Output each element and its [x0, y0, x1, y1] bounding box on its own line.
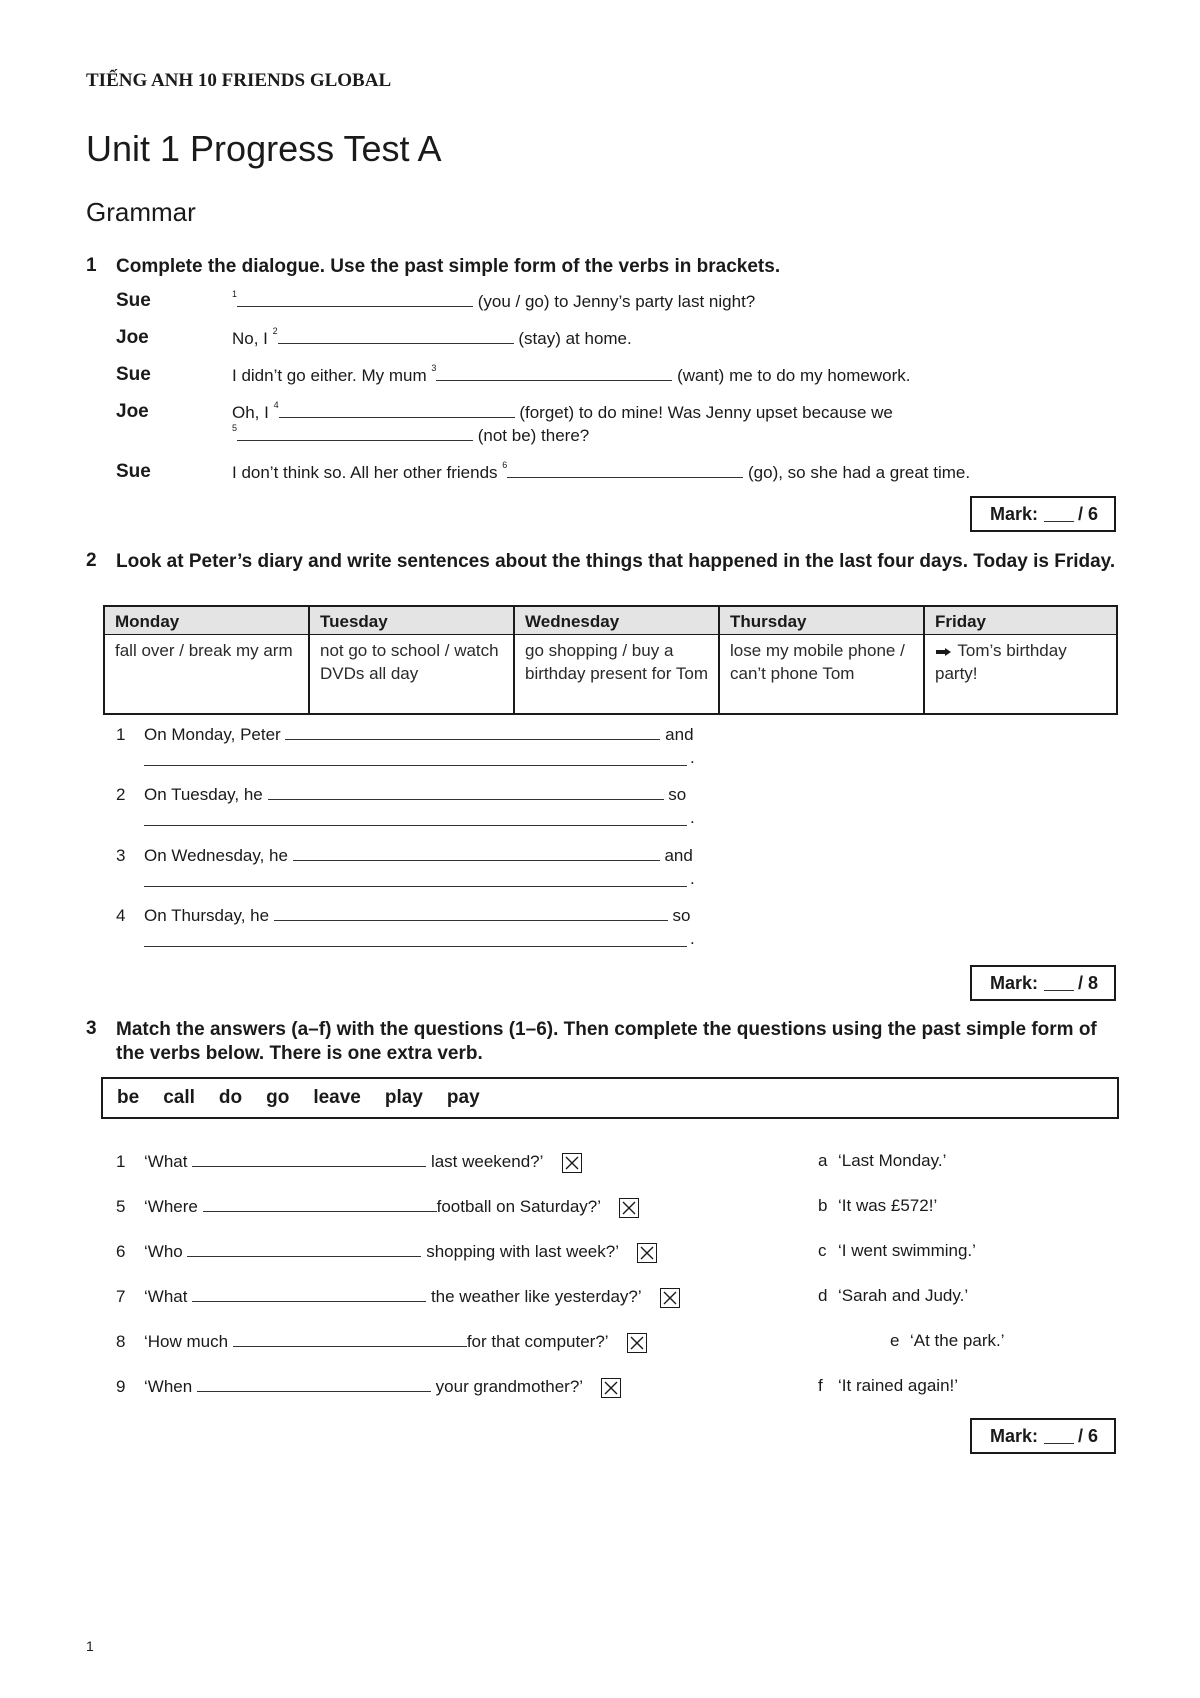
dialogue-line: Oh, I $^4$ (forget) to do mine! Was Jenny upset because we: [232, 400, 893, 422]
speaker-label: Joe: [116, 327, 149, 348]
pointing-hand-icon: [935, 641, 953, 660]
answer-blank[interactable]: [278, 328, 514, 344]
exercise-1-instruction: Complete the dialogue. Use the past simple form of the verbs in brackets.: [116, 256, 781, 277]
sentence-item: 1 On Monday, Peter and: [116, 725, 694, 744]
question-item: 9 ‘When your grandmother?’: [116, 1376, 621, 1398]
question-item: 8 ‘How much for that computer?’: [116, 1331, 647, 1353]
sentence-period: .: [690, 869, 695, 888]
diary-day-header: Monday: [104, 606, 309, 635]
answer-checkbox[interactable]: [562, 1153, 582, 1173]
answer-option: f ‘It rained again!’: [818, 1376, 959, 1395]
mark-blank[interactable]: [1044, 1429, 1074, 1444]
diary-day-header: Friday: [924, 606, 1117, 635]
verb-item: be: [117, 1087, 140, 1108]
exercise-3-instruction: Match the answers (a–f) with the questions (1–6). Then complete the questions using the past simple form of the verbs below. There is one extra verb.: [116, 1019, 1097, 1064]
diary-entry: go shopping / buy a birthday present for Tom: [514, 635, 719, 715]
sentence-period: .: [690, 808, 695, 827]
verb-item: leave: [313, 1087, 361, 1108]
answer-blank[interactable]: [192, 1151, 426, 1167]
diary-day-header: Tuesday: [309, 606, 514, 635]
answer-checkbox[interactable]: [637, 1243, 657, 1263]
answer-option: d ‘Sarah and Judy.’: [818, 1286, 969, 1305]
exercise-1-number: 1: [86, 255, 97, 276]
sentence-item: 2 On Tuesday, he so: [116, 785, 687, 804]
diary-day-header: Thursday: [719, 606, 924, 635]
exercise-3-number: 3: [86, 1018, 97, 1039]
verb-item: play: [384, 1087, 423, 1108]
section-title: Grammar: [86, 197, 196, 227]
answer-blank[interactable]: [192, 1286, 426, 1302]
question-item: 6 ‘Who shopping with last week?’: [116, 1241, 657, 1263]
mark-blank[interactable]: [1044, 976, 1074, 991]
verb-item: go: [266, 1087, 290, 1108]
answer-option: a ‘Last Monday.’: [818, 1151, 947, 1170]
verb-box: [101, 1077, 1119, 1119]
sentence-period: .: [690, 929, 695, 948]
answer-blank[interactable]: [197, 1376, 431, 1392]
answer-blank[interactable]: [237, 291, 473, 307]
answer-option: c ‘I went swimming.’: [818, 1241, 976, 1260]
question-item: 7 ‘What the weather like yesterday?’: [116, 1286, 680, 1308]
diary-day-header: Wednesday: [514, 606, 719, 635]
answer-blank[interactable]: [293, 845, 660, 861]
diary-entry: fall over / break my arm: [104, 635, 309, 715]
dialogue-line: I didn’t go either. My mum $^3$ (want) me to do my homework.: [232, 363, 911, 385]
continuation-line[interactable]: [144, 946, 687, 947]
answer-blank[interactable]: [233, 1331, 467, 1347]
page-number: 1: [86, 1638, 94, 1654]
speaker-label: Sue: [116, 364, 151, 385]
continuation-line[interactable]: [144, 825, 687, 826]
answer-checkbox[interactable]: [627, 1333, 647, 1353]
answer-blank[interactable]: [274, 905, 668, 921]
diary-entry: not go to school / watch DVDs all day: [309, 635, 514, 715]
dialogue-line: No, I $^2$ (stay) at home.: [232, 326, 632, 348]
answer-blank[interactable]: [187, 1241, 421, 1257]
answer-blank[interactable]: [268, 784, 664, 800]
dialogue-line: $^5$ (not be) there?: [232, 423, 590, 445]
speaker-label: Joe: [116, 401, 149, 422]
page-title: Unit 1 Progress Test A: [86, 128, 442, 169]
answer-option: e ‘At the park.’: [890, 1331, 1005, 1350]
answer-blank[interactable]: [237, 425, 473, 441]
sentence-period: .: [690, 748, 695, 767]
answer-blank[interactable]: [279, 402, 515, 418]
sentence-item: 4 On Thursday, he so: [116, 906, 691, 925]
verb-item: call: [163, 1087, 195, 1108]
answer-checkbox[interactable]: [601, 1378, 621, 1398]
answer-blank[interactable]: [203, 1196, 437, 1212]
mark-box: Mark: / 6: [970, 496, 1116, 532]
mark-blank[interactable]: [1044, 507, 1074, 522]
sentence-item: 3 On Wednesday, he and: [116, 846, 693, 865]
answer-option: b ‘It was £572!’: [818, 1196, 938, 1215]
continuation-line[interactable]: [144, 765, 687, 766]
answer-blank[interactable]: [507, 462, 743, 478]
diary-entry: lose my mobile phone / can’t phone Tom: [719, 635, 924, 715]
speaker-label: Sue: [116, 290, 151, 311]
diary-table: [103, 605, 1118, 715]
dialogue-line: $^1$ (you / go) to Jenny’s party last night?: [232, 289, 756, 311]
answer-blank[interactable]: [436, 365, 672, 381]
book-title: TIẾNG ANH 10 FRIENDS GLOBAL: [86, 70, 392, 91]
dialogue-line: I don’t think so. All her other friends $^6$ (go), so she had a great time.: [232, 460, 971, 482]
continuation-line[interactable]: [144, 886, 687, 887]
question-item: 1 ‘What last weekend?’: [116, 1151, 582, 1173]
mark-box: Mark: / 8: [970, 965, 1116, 1001]
answer-checkbox[interactable]: [660, 1288, 680, 1308]
diary-entry-friday: Tom’s birthday party!: [924, 635, 1117, 715]
mark-box: Mark: / 6: [970, 1418, 1116, 1454]
question-item: 5 ‘Where football on Saturday?’: [116, 1196, 639, 1218]
exercise-2-number: 2: [86, 550, 97, 571]
verb-item: do: [218, 1087, 243, 1108]
exercise-2-instruction: Look at Peter’s diary and write sentences about the things that happened in the last four days. Today is Friday.: [116, 551, 1116, 572]
verb-item: pay: [446, 1087, 480, 1108]
answer-checkbox[interactable]: [619, 1198, 639, 1218]
answer-blank[interactable]: [285, 724, 660, 740]
speaker-label: Sue: [116, 461, 151, 482]
